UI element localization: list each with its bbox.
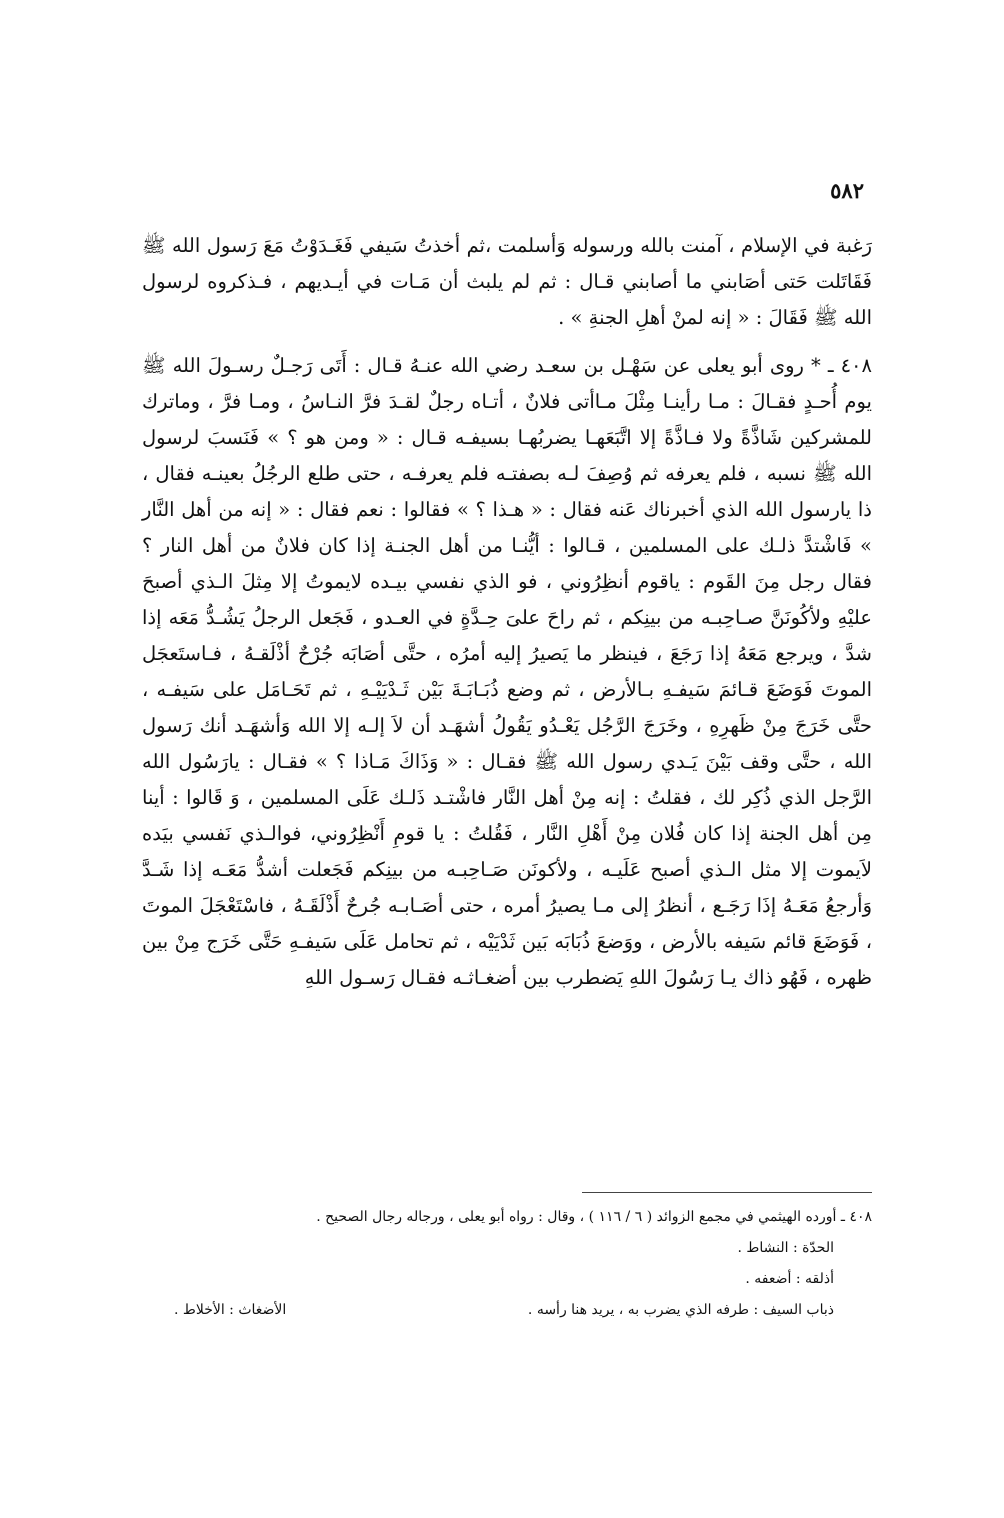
footnote-separator — [582, 1192, 872, 1193]
footnote-adhlaqa: أذلقه : أضعفه . — [745, 1271, 834, 1287]
footnote-adghath: الأضغاث : الأخلاط . — [174, 1302, 287, 1318]
hadith-text: * روى أبو يعلى عن سَهْـل بن سعـد رضي الله عنـهُ قـال : أَتَى رَجـلٌ رسـولَ الله ﷺ يوم أُحـدٍ فقـالَ : مـا رأينـا مِثْلَ مـاأتى فلانٌ ، أتـاه رجلٌ لقـدَ فرَّ النـاسُ ، ومـا فرَّ ، وماترك للمشركين شَاذَّةً ولا فـاذَّةً إلا اتَّبَعَهـا يضربُهـا بسيفـه قـال : « ومن هو ؟ » فَنَسبَ لرسول الله ﷺ نسبه ، فلم يعرفه ثم وُصِفَ لـه بصفتـه فلم يعرفـه ، حتى طلع الرجُلُ بعينـه فقال ، ذا يارسول الله الذي أخبرناك عَنه فقال : « هـذا ؟ » فقالوا : نعم فقال : « إنه من أهل النَّار » فَاشْتدَّ ذلـك على المسلمين ، قـالوا : أيُّنـا من أهل الجنـة إذا كان فلانٌ من أهل النار ؟ فقال رجل مِنَ القَوم : ياقوم أنظِرُوني ، فو الذي نفسي بيـده لايموتُ إلا مِثلَ الـذي أصبحَ عليْهِ ولأكُونَنَّ صـاحِبـه من بينِكم ، ثم راحَ علىَ حِـدَّةٍ في العـدو ، فَجَعل الرجلُ يَشُـدُّ مَعَه إذا شدَّ ، ويرجع مَعَهُ إذا رَجَعَ ، فينظر ما يَصيرُ إليه أمرُه ، حتَّى أصَابَه جُرْحٌ أذْلَقـهُ ، فـاستَعجَل الموتَ فَوَضَعَ قـائمَ سَيفـهِ بـالأرض ، ثم وضع ذُبَـابَـةَ بَيْن ثَـدْيَيْـهِ ، ثم تَحَـامَل على سَيفـه ، حتَّى خَرَجَ مِنْ ظَهرِهِ ، وخَرَجَ الرَّجُل يَعْـدُو يَقُولُ أشهَـد أن لاَ إلـه إلا الله وَأشهَـد أنك رَسول الله ، حتَّى وقف بَيْنَ يَـدي رسول الله ﷺ فقـال : « وَذَاكَ مَـاذا ؟ » فقـال : يارَسُول الله الرَّجل الذي ذُكِر لك ، فقلتُ : إنه مِنْ أهل النَّار فاشْتـد ذَلـك عَلَى المسلمين ، وَ قَالوا : أينا مِن أهل الجنة إذا كان فُلان مِنْ أَهْلِ النَّار ، فَقُلتُ : يا قومِ أَنْظِرُوني، فوالـذي نَفسي بيَده لاَيموت إلا مثل الـذي أصبح عَلَيـه ، ولأكونَن صَـاحِبـه من بينِكم فَجَعلت أشدُّ مَعَـه إذا شَـدَّ وَأرجعُ مَعَـهُ إذَا رَجَـع ، أنظرُ إلى مـا يصيرُ أمره ، حتى أصَـابـه جُرحٌ أَذْلَقَـهُ ، فاسْتَعْجَلَ الموتَ ، فَوَضَعَ قائم سَيفه بالأرض ، ووَضعَ ذُبَابَه بَين ثَدْيَيْه ، ثم تحامل عَلَى سَيفـهِ حَتَّى خَرَج مِنْ بين ظهره ، فَهُو ذاك يـا رَسُولَ اللهِ يَضطرب بين أضغـاثـه فقـال رَسـول اللهِ — [142, 354, 873, 989]
main-text-body — [142, 228, 872, 996]
page-number: ٥٨٢ — [830, 178, 864, 203]
footnote-dhubab: ذباب السيف : طرفه الذي يضرب به ، يريد هنا رأسه . — [527, 1302, 834, 1318]
hadith-number: ٤٠٨ ـ — [827, 354, 872, 377]
footnote-source: ٤٠٨ ـ أورده الهيثمي في مجمع الزوائد ( ٦ / ١١٦ ) ، وقال : رواه أبو يعلى ، ورجاله رجال الصحيح . — [316, 1209, 872, 1225]
footnotes — [142, 1202, 872, 1326]
footnote-row — [174, 1295, 872, 1326]
hadith-paragraph — [142, 348, 872, 996]
continuation-paragraph: رَغبة في الإسلام ، آمنت بالله ورسوله وَأسلمت ،ثم أخذتُ سَيفي فَغَـدَوْتُ مَعَ رَسول الله ﷺ فَقَاتَلت حَتى أصَابني ما أصابني قـال : ثم لم يلبث أن مَـات في أيـديهم ، فـذكروه لرسول الله ﷺ فَقَالَ : « إنه لمنْ أهلِ الجنةِ » . — [142, 234, 872, 329]
footnote-hidda: الحدّة : النشاط . — [737, 1240, 834, 1256]
